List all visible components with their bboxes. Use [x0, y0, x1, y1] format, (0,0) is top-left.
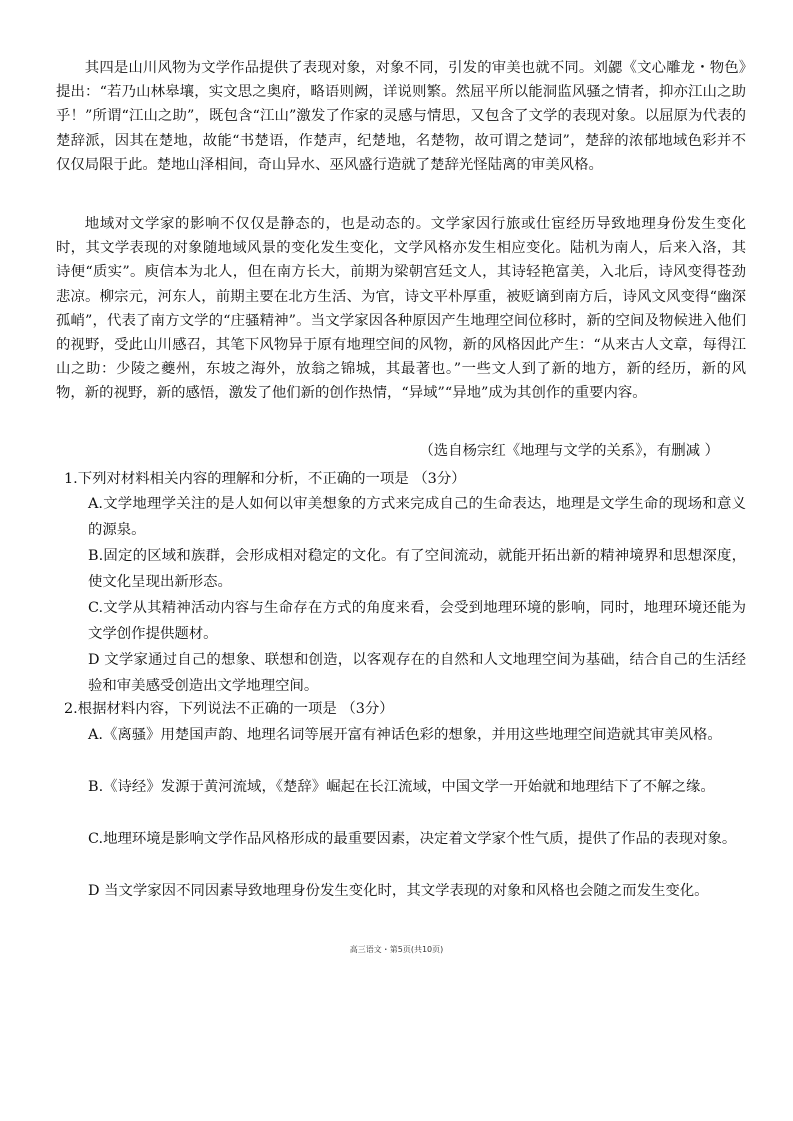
question-1-option-a: A.文学地理学关注的是人如何以审美想象的方式来完成自己的生命表达，地理是文学生命的现场和意义的源泉。 — [88, 496, 746, 538]
source-citation: （选自杨宗红《地理与文学的关系》，有删减 ） — [419, 443, 719, 459]
question-1-option-d: D 文学家通过自己的想象、联想和创造，以客观存在的自然和人文地理空间为基础，结合自己的生活经验和审美感受创造出文学地理空间。 — [88, 652, 746, 694]
question-2-option-a: A.《离骚》用楚国声韵、地理名词等展开富有神话色彩的想象，并用这些地理空间造就其审美风格。 — [88, 727, 722, 743]
page-footer: 高三语文・第5页(共10页) — [349, 945, 444, 954]
body-paragraph-2: 地域对文学家的影响不仅仅是静态的，也是动态的。文学家因行旅或仕宦经历导致地理身份发生变化时，其文学表现的对象随地域风景的变化发生变化，文学风格亦发生相应变化。陆机为南人，后来入洛，其诗便“质实”。庾信本为北人，但在南方长大，前期为梁朝宫廷文人，其诗轻艳富美，入北后，诗风变得苍劲悲凉。柳宗元，河东人，前期主要在北方生活、为官，诗文平朴厚重，被贬谪到南方后，诗风文风变得“幽深孤峭”，代表了南方文学的“庄骚精神”。当文学家因各种原因产生地理空间位移时，新的空间及物候进入他们的视野，受此山川感召，其笔下风物异于原有地理空间的风物，新的风格因此产生：“从来古人文章，每得江山之助：少陵之夔州，东坡之海外，放翁之锦城，其最著也。”一些文人到了新的地方，新的经历，新的风物，新的视野，新的感悟，激发了他们新的创作热情，“异域”“异地”成为其创作的重要内容。 — [56, 216, 746, 402]
question-2-option-c: C.地理环境是影响文学作品风格形成的最重要因素，决定着文学家个性气质，提供了作品的表现对象。 — [88, 831, 737, 847]
question-2-option-d: D 当文学家因不同因素导致地理身份发生变化时，其文学表现的对象和风格也会随之而发生变化。 — [88, 883, 709, 899]
question-1-option-b: B.固定的区域和族群，会形成相对稳定的文化。有了空间流动，就能开拓出新的精神境界和思想深度，使文化呈现出新形态。 — [88, 548, 746, 590]
question-2-option-b: B.《诗经》发源于黄河流域，《楚辞》崛起在长江流域，中国文学一开始就和地理结下了不解之缘。 — [88, 779, 715, 795]
question-2-stem: 2.根据材料内容，下列说法不正确的一项是 （3分） — [64, 701, 394, 717]
question-1-option-c: C.文学从其精神活动内容与生命存在方式的角度来看，会受到地理环境的影响，同时，地理环境还能为文学创作提供题材。 — [88, 600, 746, 642]
question-1-stem: 1.下列对材料相关内容的理解和分析，不正确的一项是 （3分） — [64, 471, 466, 487]
body-paragraph-1: 其四是山川风物为文学作品提供了表现对象，对象不同，引发的审美也就不同。刘勰《文心雕龙・物色》提出：“若乃山林皋壤，实文思之奥府，略语则阙，详说则繁。然屈平所以能洞监风骚之情者，抑亦江山之助乎！”所谓“江山之助”，既包含“江山”激发了作家的灵感与情思，又包含了文学的表现对象。以屈原为代表的楚辞派，因其在楚地，故能“书楚语，作楚声，纪楚地，名楚物，故可谓之楚词”，楚辞的浓郁地域色彩并不仅仅局限于此。楚地山泽相间，奇山异水、巫风盛行造就了楚辞光怪陆离的审美风格。 — [56, 60, 746, 173]
